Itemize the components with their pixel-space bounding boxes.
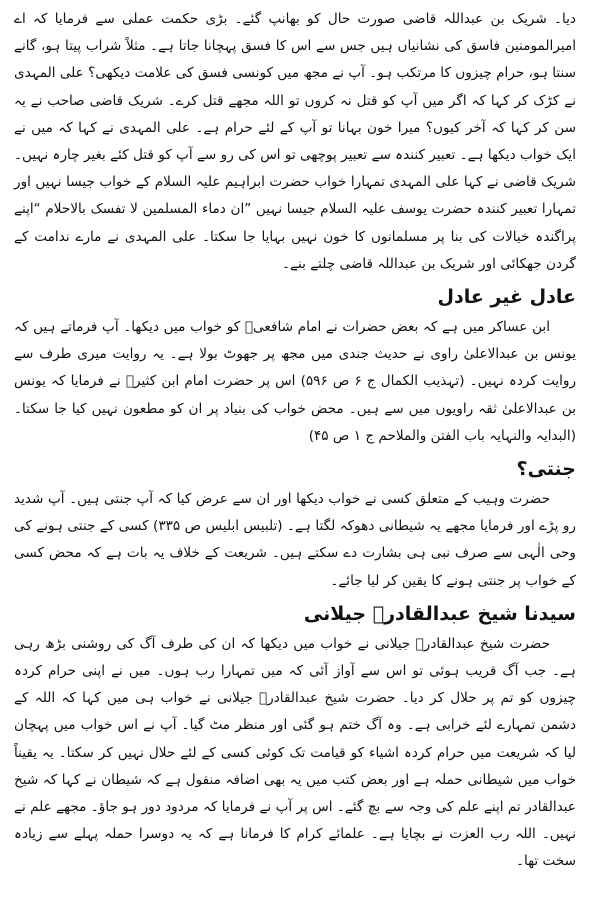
heading-adil-ghair-adil: عادل غیر عادل [437, 286, 576, 309]
paragraph-wahib: حضرت وہیب کے متعلق کسی نے خواب دیکھا اور ان سے عرض کیا کہ آپ جنتی ہیں۔ آپ شدید رو پڑے اور فرمایا مجھے یہ شیطانی دھوکہ لگتا ہے۔ (تلبیس ابلیس ص ۳۳۵) کسی کے جنتی ہونے کی وحی الٰہی سے صرف نبی ہی بشارت دے سکتے ہیں۔ شریعت کے خلاف یہ بات ہے کہ محض کسی کے خواب پر جنتی ہونے کا یقین کر لیا جائے۔ [14, 491, 576, 589]
paragraph-abdul-qadir: حضرت شیخ عبدالقادرؒ جیلانی نے خواب میں دیکھا کہ ان کی طرف آگ کی روشنی بڑھ رہی ہے۔ جب آگ قریب ہوئی تو اس سے آواز آئی کہ میں تمہارا رب ہوں۔ میں نے اپنی حرام کردہ چیزوں کو تم پر حلال کر دیا۔ حضرت شیخ عبدالقادرؒ جیلانی نے خواب ہی میں کہا کہ اللہ کے دشمن تمہارے لئے خرابی ہے۔ وہ آگ ختم ہو گئی اور منظر مٹ گیا۔ آپ نے اس خواب میں پہچان لیا کہ شریعت میں حرام کردہ اشیاء کو قیامت تک کوئی کسی کے لئے حلال نہیں کر سکتا۔ یہ یقیناً خواب میں شیطانی حملہ ہے اور بعض کتب میں یہ بھی اضافہ منقول ہے کہ شیطان نے کہا کہ شیخ عبدالقادر تم اپنے علم کی وجہ سے بچ گئے۔ اس پر آپ نے فرمایا کہ مردود دور ہو جاؤ۔ مجھے علم نے نہیں۔ اللہ رب العزت نے بچایا ہے۔ علمائے کرام کا فرمانا ہے کہ یہ دوسرا حملہ پہلے سے زیادہ سخت تھا۔ [14, 635, 576, 870]
paragraph-ibn-asakir: ابن عساکر میں ہے کہ بعض حضرات نے امام شافعیؒ کو خواب میں دیکھا۔ آپ فرماتے ہیں کہ یونس بن عبدالاعلیٰ راوی نے حدیث جندی میں مجھ پر جھوٹ بولا ہے۔ یہ روایت میری طرف سے روایت کردہ نہیں۔ (تہذیب الکمال ج ۶ ص ۵۹۶) اس پر حضرت امام ابن کثیرؒ نے فرمایا کہ یونس بن عبدالاعلیٰ ثقہ راویوں میں سے ہیں۔ محض خواب کی بنیاد پر ان کو مطعون نہیں کیا جا سکتا۔ (البدایہ والنہایہ باب الفتن والملاحم ج ۱ ص ۴۵) [14, 319, 577, 444]
book-page [14, 6, 576, 898]
heading-shaikh-abdul-qadir: سیدنا شیخ عبدالقادرؒ جیلانی [303, 602, 576, 625]
paragraph-qazi-shareek: دیا۔ شریک بن عبداللہ قاضی صورت حال کو بھانپ گئے۔ بڑی حکمت عملی سے فرمایا کہ اے امیرالمومنین فاسق کی نشانیاں ہیں جس سے اس کا فسق پہچانا جاتا ہے۔ مثلاً شراب پیتا ہو، گانے سنتا ہو، حرام چیزوں کا مرتکب ہو۔ آپ نے مجھ میں کونسی فسق کی علامت دیکھی؟ علی المہدی نے کڑک کر کہا کہ اگر میں آپ کو قتل نہ کروں تو اللہ مجھے قتل کرے۔ شریک قاضی صاحب نے یہ سن کر کہا کہ آخر کیوں؟ میرا خون بہانا تو آپ کے لئے حرام ہے۔ علی المہدی نے کہا کہ میں نے ایک خواب دیکھا ہے۔ تعبیر کنندہ سے تعبیر پوچھی تو اس کی رو سے آپ کو قتل کئے بغیر چارہ نہیں۔ [14, 11, 576, 164]
heading-jannati: جنتی؟ [516, 458, 576, 481]
paragraph-qazi-reply: شریک قاضی نے کہا علی المہدی تمہارا خواب حضرت ابراہیم علیہ السلام کے خواب جیسا نہیں اور تمہارا تعبیر کنندہ حضرت یوسف علیہ السلام جیسا نہیں ”ان دماء المسلمین لا تفسک بالاحلام “اپنے پراگندہ خیالات کی بنا پر مسلمانوں کا خون نہیں بہایا جا سکتا۔ علی المہدی نے مارے ندامت کے گردن جھکائی اور شریک بن عبداللہ قاضی چلتے بنے۔ [14, 174, 576, 272]
